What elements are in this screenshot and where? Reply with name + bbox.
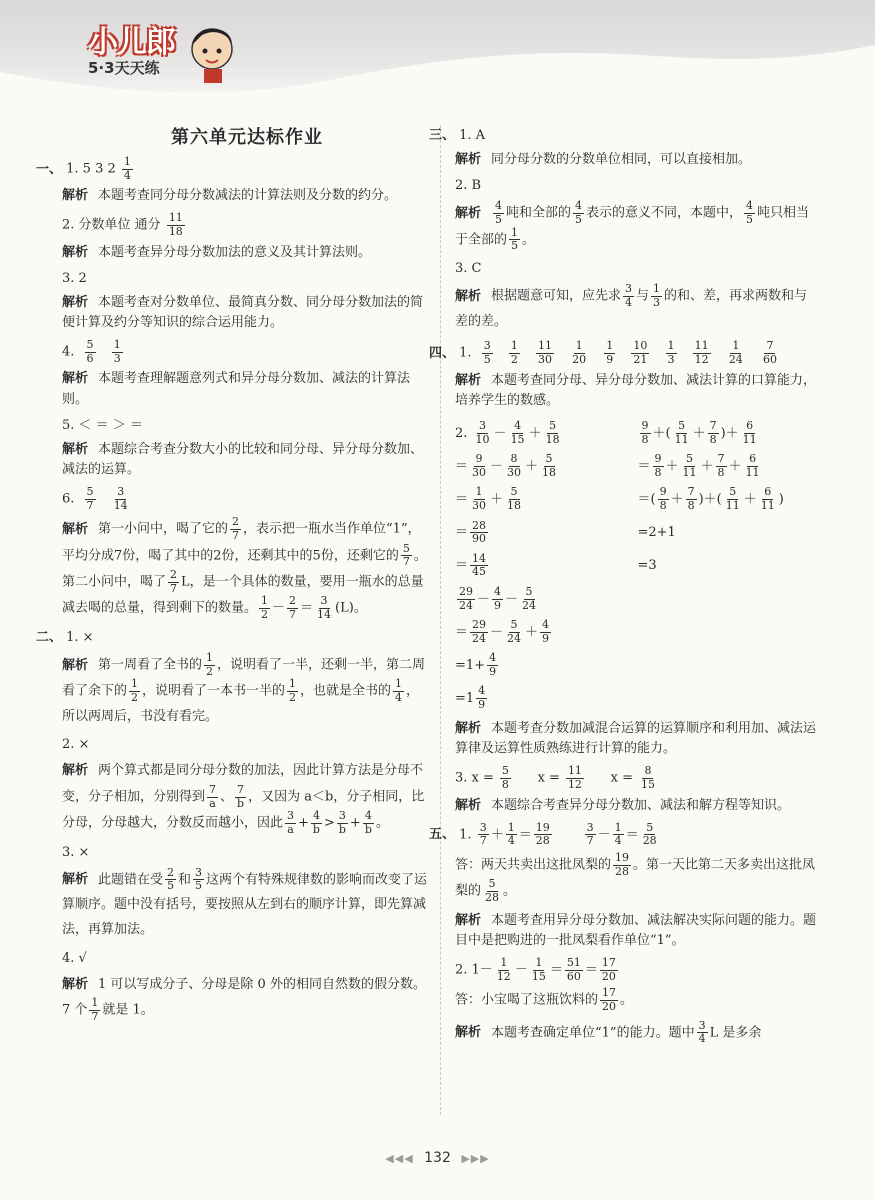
fraction: $\frac{2}{7}$ — [232, 515, 240, 543]
answer-line: 6. — [62, 491, 75, 507]
fraction: $\frac{1}{7}$ — [91, 996, 99, 1024]
analysis-text: 和 — [178, 872, 192, 888]
fraction: $\frac{19}{28}$ — [615, 851, 630, 878]
fraction: $\frac{1}{2}$ — [131, 677, 139, 704]
fraction: $\frac{1}{2}$ — [261, 594, 269, 622]
fraction: $\frac{1}{4}$ — [614, 820, 622, 848]
fraction: $\frac{1}{3}$ — [113, 338, 121, 365]
fraction: $\frac{2}{5}$ — [167, 865, 175, 893]
analysis-text: 的和、差，再求两数和与差的差。 — [455, 288, 808, 329]
fraction: $\frac{5}{8}$ — [501, 764, 509, 791]
fraction: $\frac{1}{4}$ — [395, 677, 403, 704]
answer-line: 1. 5 3 2 — [66, 161, 116, 177]
answer-line: 1. × — [66, 629, 94, 645]
analysis-tag: 解析 — [62, 244, 89, 260]
answer-line: 2. 1－ — [455, 962, 493, 978]
analysis-tag: 解析 — [62, 976, 89, 992]
brand-sub: 5·3天天练 — [88, 59, 160, 77]
analysis-text: 吨和全部的 — [506, 206, 572, 222]
fraction: $\frac{5}{6}$ — [86, 338, 94, 365]
boy-mascot-icon — [180, 15, 240, 85]
fraction: $\frac{3}{a}$ — [287, 809, 295, 837]
fraction: $\frac{17}{20}$ — [602, 986, 617, 1013]
analysis-text: (L)。 — [335, 601, 367, 617]
answer-line: 5. ＜ ＝ ＞ ＝ — [62, 417, 143, 433]
equation-lhs: x = — [471, 770, 494, 786]
fraction: $\frac{3}{5}$ — [195, 865, 203, 893]
analysis-text: 本题考查确定单位“1”的能力。题中 — [491, 1025, 695, 1041]
fraction: $\frac{5}{11}$ — [682, 452, 697, 479]
fraction: $\frac{29}{24}$ — [459, 584, 473, 612]
analysis-text: 本题考查同分母、异分母分数加、减法计算的口算能力，培养学生的数感。 — [455, 372, 817, 408]
analysis-tag: 解析 — [455, 721, 482, 737]
analysis-text: ，也就是全书的 — [300, 683, 392, 699]
fraction: $\frac{1}{5}$ — [511, 225, 519, 253]
fraction: $\frac{5}{18}$ — [507, 485, 522, 513]
calc-line: =3 — [637, 558, 657, 574]
fraction: $\frac{1}{2}$ — [510, 339, 518, 366]
analysis-tag: 解析 — [455, 912, 482, 928]
analysis-tag: 解析 — [62, 522, 89, 538]
fraction: $\frac{2}{7}$ — [170, 568, 178, 595]
section-label: 四、 — [429, 345, 456, 361]
fraction: $\frac{2}{7}$ — [289, 594, 297, 622]
fraction: $\frac{6}{11}$ — [742, 419, 757, 446]
analysis-text: 吨只相当于全部的 — [455, 206, 810, 248]
fraction: $\frac{3}{4}$ — [698, 1018, 706, 1046]
analysis-tag: 解析 — [62, 763, 89, 779]
fraction: $\frac{7}{8}$ — [717, 452, 725, 479]
fraction: $\frac{7}{8}$ — [687, 485, 695, 513]
fraction: $\frac{4}{9}$ — [542, 618, 550, 645]
analysis-text: 本题综合考查异分母分数加、减法和解方程等知识。 — [491, 797, 791, 813]
analysis-text: 此题错在受 — [98, 872, 164, 888]
fraction: $\frac{11}{18}$ — [168, 211, 183, 238]
fraction: $\frac{4}{5}$ — [746, 199, 754, 227]
right-column: 三、 1. A 解析 同分母分数的分数单位相同，可以直接相加。 2. B 解析 $\frac{4}{5}$ 吨和全部的 $\frac{4}{5}$ 表示的意义不同，本题中， $\frac{4}{5}$ 吨只相当于全部的 $\frac{1}{5}$ 。 3. C 解析 根据题意可知，应先求 $\frac{3}{4}$ 与 $\frac{1}{3}$ 的和、差，再求两数和与差的差。 四、 1. $\frac{3}{5}$ $\frac{1}{2}$ $\frac{11}{30}$ $\frac{1}{20}$ $\frac{1}{9}$ $\frac{10}{21}$ $\frac{1}{3}$ $\frac{11}{12}$ $\frac{1}{24}$ $\frac{7}{60}$ 解析 本题考查同分母、异分母分数加、减法计算的口算能力，培养学生的数感。 2. $\frac{3}{10}$ － $\frac{4}{15}$ ＋ $\frac{5}{18}$ ＝ $\frac{9}{30}$ － $\frac{8}{30}$ ＋ $\frac{5}{18}$ ＝ $\frac{1}{30}$ ＋ $\frac{5}{18}$ ＝ $\frac{28}{90}$ ＝ $\frac{14}{45}$ $\frac{29}{24}$ － $\frac{4}{9}$ － $\frac{5}{24}$ ＝ $\frac{29}{24}$ － $\frac{5}{24}$ ＋ $\frac{4}{9}$ =1+ $\frac{4}{9}$ =1 $\frac{4}{9}$ $\frac{9}{8}$ ＋( $\frac{5}{11}$ ＋ $\frac{7}{8}$ )＋ $\frac{6}{11}$ ＝ $\frac{9}{8}$ ＋ $\frac{5}{11}$ ＋ $\frac{7}{8}$ ＋ $\frac{6}{11}$ ＝( $\frac{9}{8}$ ＋ $\frac{7}{8}$ )＋( $\frac{5}{11}$ ＋ $\frac{6}{11}$ ) =2+1 =3 解析 本题考查分数加减混合运算的运算顺序和利用加、减法运算律及运算性质熟练进行计算的能力。 3. x = $\frac{5}{8}$ x = $\frac{11}{12}$ x = $\frac{8}{15}$ 解析 本题综合考查异分母分数加、减法和解方程等知识。 五、 1. $\frac{3}{7}$ ＋ $\frac{1}{4}$ ＝ $\frac{19}{28}$ $\frac{3}{7}$ － $\frac{1}{4}$ ＝ $\frac{5}{28}$ 答：两天共卖出这批凤梨的 $\frac{19}{28}$ 。第一天比第二天多卖出这批凤梨的 $\frac{5}{28}$ 。 解析 本题考查用异分母分数加、减法解决实际问题的能力。题目中是把购进的一批凤梨看作单位“1”。 2. 1－ $\frac{1}{12}$ － $\frac{1}{15}$ ＝ $\frac{51}{60}$ ＝ $\frac{17}{20}$ 答：小宝喝了这瓶饮料的 $\frac{17}{20}$ 。 解析 本题考查确定单位“1”的能力。题中 $\frac{3}{4}$ L 是多余 — [455, 126, 820, 1052]
fraction: $\frac{1}{30}$ — [472, 485, 487, 513]
fraction: $\frac{19}{28}$ — [535, 820, 550, 848]
analysis-text: 这两个有特殊规律数的影响而改变了运算顺序。题中没有括号，要按照从左到右的顺序计算，即先算减法，再算加法。 — [62, 872, 428, 937]
fraction: $\frac{7}{8}$ — [709, 419, 717, 446]
fraction: $\frac{5}{28}$ — [485, 877, 500, 905]
fraction: $\frac{5}{18}$ — [545, 419, 560, 446]
prev-arrows-icon: ◀◀◀ — [385, 1152, 414, 1165]
fraction: $\frac{1}{3}$ — [667, 339, 675, 366]
analysis-tag: 解析 — [62, 294, 89, 310]
fraction: $\frac{1}{15}$ — [531, 955, 546, 983]
fraction: $\frac{1}{2}$ — [289, 677, 297, 704]
fraction: $\frac{7}{60}$ — [762, 339, 777, 366]
fraction: $\frac{5}{11}$ — [725, 485, 740, 513]
column-divider — [440, 125, 441, 1115]
fraction: $\frac{1}{4}$ — [123, 154, 131, 182]
brand-logo — [80, 15, 240, 85]
fraction: $\frac{4}{9}$ — [489, 651, 497, 678]
analysis-text: L 是多余 — [709, 1025, 762, 1041]
answer-line: 1. A — [459, 128, 486, 143]
analysis-text: 1 可以写成分子、分母是除 0 外的相同自然数的假分数。7 个 — [62, 976, 426, 1019]
fraction: $\frac{9}{8}$ — [654, 452, 662, 479]
analysis-text: ，所以两周后，书没有看完。 — [62, 683, 420, 724]
analysis-tag: 解析 — [62, 371, 89, 387]
fraction: $\frac{9}{30}$ — [472, 452, 487, 479]
calc-line: =1+ — [455, 657, 486, 673]
calc-line: =2+1 — [637, 525, 676, 541]
analysis-text: 本题综合考查分数大小的比较和同分母、异分母分数加、减法的运算。 — [62, 441, 424, 477]
analysis-tag: 解析 — [62, 872, 89, 888]
answer-line: 2. × — [62, 737, 90, 753]
analysis-tag: 解析 — [455, 1025, 482, 1041]
analysis-text: 本题考查同分母分数减法的计算法则及分数的约分。 — [98, 188, 398, 204]
analysis-text: ，又因为 a＜b，分子相同，比分母，分母越大，分数反而越小，因此 — [62, 789, 425, 832]
analysis-text: 本题考查对分数单位、最简真分数、同分母分数加法的简便计算及约分等知识的综合运用能力。 — [62, 294, 424, 331]
analysis-text: 同分母分数的分数单位相同，可以直接相加。 — [491, 152, 752, 168]
fraction: $\frac{3}{14}$ — [317, 594, 332, 622]
answer-line: 4. — [62, 344, 75, 360]
answer-line: 2. — [455, 425, 468, 441]
fraction: $\frac{3}{b}$ — [338, 809, 346, 837]
answer-line: 1. — [459, 827, 472, 843]
answer-line: 3. — [455, 770, 468, 786]
fraction: $\frac{4}{5}$ — [575, 199, 583, 227]
analysis-text: 本题考查理解题意列式和异分母分数加、减法的计算法则。 — [62, 371, 411, 407]
fraction: $\frac{5}{24}$ — [507, 618, 522, 645]
answer-line: 4. √ — [62, 950, 87, 966]
fraction: $\frac{3}{5}$ — [483, 339, 491, 366]
fraction: $\frac{3}{4}$ — [625, 282, 633, 309]
fraction: $\frac{11}{12}$ — [694, 339, 709, 366]
analysis-text: 两个算式都是同分母分数的加法，因此计算方法是分母不变，分子相加，分别得到 — [62, 763, 424, 805]
analysis-text: 根据题意可知，应先求 — [491, 288, 622, 304]
fraction: $\frac{9}{8}$ — [659, 485, 667, 513]
analysis-text: 就是 1。 — [102, 1003, 154, 1019]
answer-line: 1. — [459, 345, 472, 361]
analysis-tag: 解析 — [455, 797, 482, 813]
reply-text: 答：小宝喝了这瓶饮料的 — [455, 992, 599, 1008]
fraction: $\frac{4}{b}$ — [312, 809, 320, 837]
fraction: $\frac{8}{15}$ — [640, 764, 655, 791]
fraction: $\frac{4}{15}$ — [510, 419, 525, 446]
equation-lhs: x = — [610, 770, 633, 786]
analysis-text: 本题考查用异分母分数加、减法解决实际问题的能力。题目中是把购进的一批凤梨看作单位“1”。 — [455, 912, 817, 948]
analysis-text: 本题考查分数加减混合运算的运算顺序和利用加、减法运算律及运算性质熟练进行计算的能力。 — [455, 721, 817, 757]
fraction: $\frac{1}{4}$ — [507, 820, 515, 848]
reply-text: 答：两天共卖出这批凤梨的 — [455, 857, 612, 873]
fraction: $\frac{1}{2}$ — [206, 650, 214, 678]
analysis-text: 。第二小问中，喝了 — [62, 548, 427, 590]
analysis-text: ，说明看了一半，还剩一半，第二周看了余下的 — [62, 657, 426, 699]
fraction: $\frac{4}{9}$ — [494, 584, 502, 612]
fraction: $\frac{14}{45}$ — [472, 551, 487, 579]
fraction: $\frac{5}{11}$ — [674, 419, 689, 446]
fraction: $\frac{5}{7}$ — [402, 541, 410, 569]
fraction: $\frac{1}{24}$ — [728, 339, 743, 366]
reply-text: 。第一天比第二天多卖出这批凤梨的 — [455, 857, 816, 900]
fraction: $\frac{5}{7}$ — [86, 485, 94, 512]
answer-line: 3. 2 — [62, 270, 87, 286]
section-label: 五、 — [429, 827, 456, 843]
left-column: 第六单元达标作业 一、 1. 5 3 2 $\frac{1}{4}$ 解析 本题考查同分母分数减法的计算法则及分数的约分。 2. 分数单位 通分 $\frac{11}{18}$ 解析 本题考查异分母分数加法的意义及其计算法则。 3. 2 解析 本题考查对分数单位、最简真分数、同分母分数加法的简便计算及约分等知识的综合运用能力。 4. $\frac{5}{6}$ $\frac{1}{3}$ 解析 本题考查理解题意列式和异分母分数加、减法的计算法则。 5. ＜ ＝ ＞ ＝ 解析 本题综合考查分数大小的比较和同分母、异分母分数加、减法的运算。 6. $\frac{5}{7}$ $\frac{3}{14}$ 解析 第一小问中，喝了它的 $\frac{2}{7}$ ，表示把一瓶水当作单位“1”，平均分成7份，喝了其中的2份，还剩其中的5份，还剩它的 $\frac{5}{7}$ 。第二小问中，喝了 $\frac{2}{7}$ L，是一个具体的数量，要用一瓶水的总量减去喝的总量，得到剩下的数量。 $\frac{1}{2}$ － $\frac{2}{7}$ ＝ $\frac{3}{14}$ (L)。 二、 1. × 解析 第一周看了全书的 $\frac{1}{2}$ ，说明看了一半，还剩一半，第二周看了余下的 $\frac{1}{2}$ ，说明看了一本书一半的 $\frac{1}{2}$ ，也就是全书的 $\frac{1}{4}$ ，所以两周后，书没有看完。 2. × 解析 两个算式都是同分母分数的加法，因此计算方法是分母不变，分子相加，分别得到 $\frac{7}{a}$ 、 $\frac{7}{b}$ ，又因为 a＜b，分子相同，比分母，分母越大，分数反而越小，因此 $\frac{3}{a}$ + $\frac{4}{b}$ > $\frac{3}{b}$ + $\frac{4}{b}$ 。 3. × 解析 此题错在受 $\frac{2}{5}$ 和 $\frac{3}{5}$ 这两个有特殊规律数的影响而改变了运算顺序。题中没有括号，要按照从左到右的顺序计算，即先算减法，再算加法。 4. √ 解析 1 可以写成分子、分母是除 0 外的相同自然数的假分数。7 个 $\frac{1}{7}$ 就是 1。 — [62, 118, 432, 1030]
equation-lhs: x = — [537, 770, 560, 786]
fraction: $\frac{4}{b}$ — [364, 809, 372, 837]
page-footer — [0, 1150, 875, 1166]
fraction: $\frac{9}{8}$ — [641, 419, 649, 446]
analysis-tag: 解析 — [455, 152, 482, 168]
next-arrows-icon: ▶▶▶ — [461, 1152, 490, 1165]
analysis-text: 第一小问中，喝了它的 — [98, 522, 229, 538]
fraction: $\frac{7}{a}$ — [209, 783, 217, 810]
calc-line: =1 — [455, 690, 475, 706]
fraction: $\frac{6}{11}$ — [760, 485, 775, 513]
analysis-tag: 解析 — [455, 206, 482, 222]
answer-line: 3. C — [455, 261, 482, 277]
fraction: $\frac{4}{9}$ — [478, 684, 486, 711]
fraction: $\frac{29}{24}$ — [472, 618, 487, 645]
fraction: $\frac{5}{24}$ — [522, 584, 537, 612]
analysis-tag: 解析 — [455, 288, 482, 304]
analysis-text: 本题考查异分母分数加法的意义及其计算法则。 — [98, 244, 372, 260]
fraction: $\frac{7}{b}$ — [237, 783, 245, 810]
fraction: $\frac{3}{14}$ — [113, 485, 128, 512]
fraction: $\frac{28}{90}$ — [472, 518, 487, 546]
analysis-text: ，表示把一瓶水当作单位“1”，平均分成7份，喝了其中的2份，还剩其中的5份，还剩它的 — [62, 522, 421, 564]
analysis-tag: 解析 — [455, 372, 482, 388]
fraction: $\frac{3}{10}$ — [475, 419, 490, 446]
fraction: $\frac{11}{12}$ — [567, 764, 582, 791]
page-title: 第六单元达标作业 — [171, 127, 323, 148]
analysis-tag: 解析 — [62, 188, 89, 204]
fraction: $\frac{17}{20}$ — [601, 955, 616, 983]
fraction: $\frac{1}{9}$ — [606, 339, 614, 366]
section-label: 三、 — [429, 128, 456, 143]
analysis-text: 与 — [636, 288, 650, 304]
brand-main: 小儿郎 — [88, 25, 175, 60]
fraction: $\frac{8}{30}$ — [507, 452, 522, 479]
answer-line: 2. 分数单位 通分 — [62, 217, 161, 233]
analysis-text: 第一周看了全书的 — [98, 657, 203, 673]
page-number: 132 — [424, 1150, 451, 1166]
analysis-text: ，说明看了一本书一半的 — [142, 683, 286, 699]
fraction: $\frac{1}{3}$ — [653, 282, 661, 309]
answer-line: 2. B — [455, 178, 482, 194]
analysis-tag: 解析 — [62, 441, 89, 457]
fraction: $\frac{1}{12}$ — [496, 955, 511, 983]
analysis-tag: 解析 — [62, 657, 89, 673]
fraction: $\frac{1}{20}$ — [572, 339, 587, 366]
fraction: $\frac{5}{18}$ — [542, 452, 557, 479]
fraction: $\frac{4}{5}$ — [495, 199, 503, 227]
fraction: $\frac{3}{7}$ — [586, 820, 594, 848]
calculation-steps: 2. $\frac{3}{10}$ － $\frac{4}{15}$ ＋ $\frac{5}{18}$ ＝ $\frac{9}{30}$ － $\frac{8}{30}$ ＋ $\frac{5}{18}$ ＝ $\frac{1}{30}$ ＋ $\frac{5}{18}$ ＝ $\frac{28}{90}$ ＝ $\frac{14}{45}$ $\frac{29}{24}$ － $\frac{4}{9}$ － $\frac{5}{24}$ ＝ $\frac{29}{24}$ － $\frac{5}{24}$ ＋ $\frac{4}{9}$ =1+ $\frac{4}{9}$ =1 $\frac{4}{9}$ $\frac{9}{8}$ ＋( $\frac{5}{11}$ ＋ $\frac{7}{8}$ )＋ $\frac{6}{11}$ ＝ $\frac{9}{8}$ ＋ $\frac{5}{11}$ ＋ $\frac{7}{8}$ ＋ $\frac{6}{11}$ ＝( $\frac{9}{8}$ ＋ $\frac{7}{8}$ )＋( $\frac{5}{11}$ ＋ $\frac{6}{11}$ ) =2+1 =3 — [455, 419, 784, 711]
answer-line: 3. × — [62, 844, 90, 860]
analysis-text: L，是一个具体的数量，要用一瓶水的总量减去喝的总量，得到剩下的数量。 — [62, 574, 424, 617]
section-label: 二、 — [36, 629, 63, 645]
fraction: $\frac{5}{28}$ — [642, 820, 657, 848]
section-label: 一、 — [36, 161, 63, 177]
fraction: $\frac{6}{11}$ — [745, 452, 760, 479]
fraction: $\frac{3}{7}$ — [479, 820, 487, 848]
fraction: $\frac{51}{60}$ — [566, 955, 581, 983]
fraction: $\frac{10}{21}$ — [633, 339, 648, 366]
analysis-text: 表示的意义不同，本题中， — [586, 206, 743, 222]
fraction: $\frac{11}{30}$ — [537, 339, 552, 366]
